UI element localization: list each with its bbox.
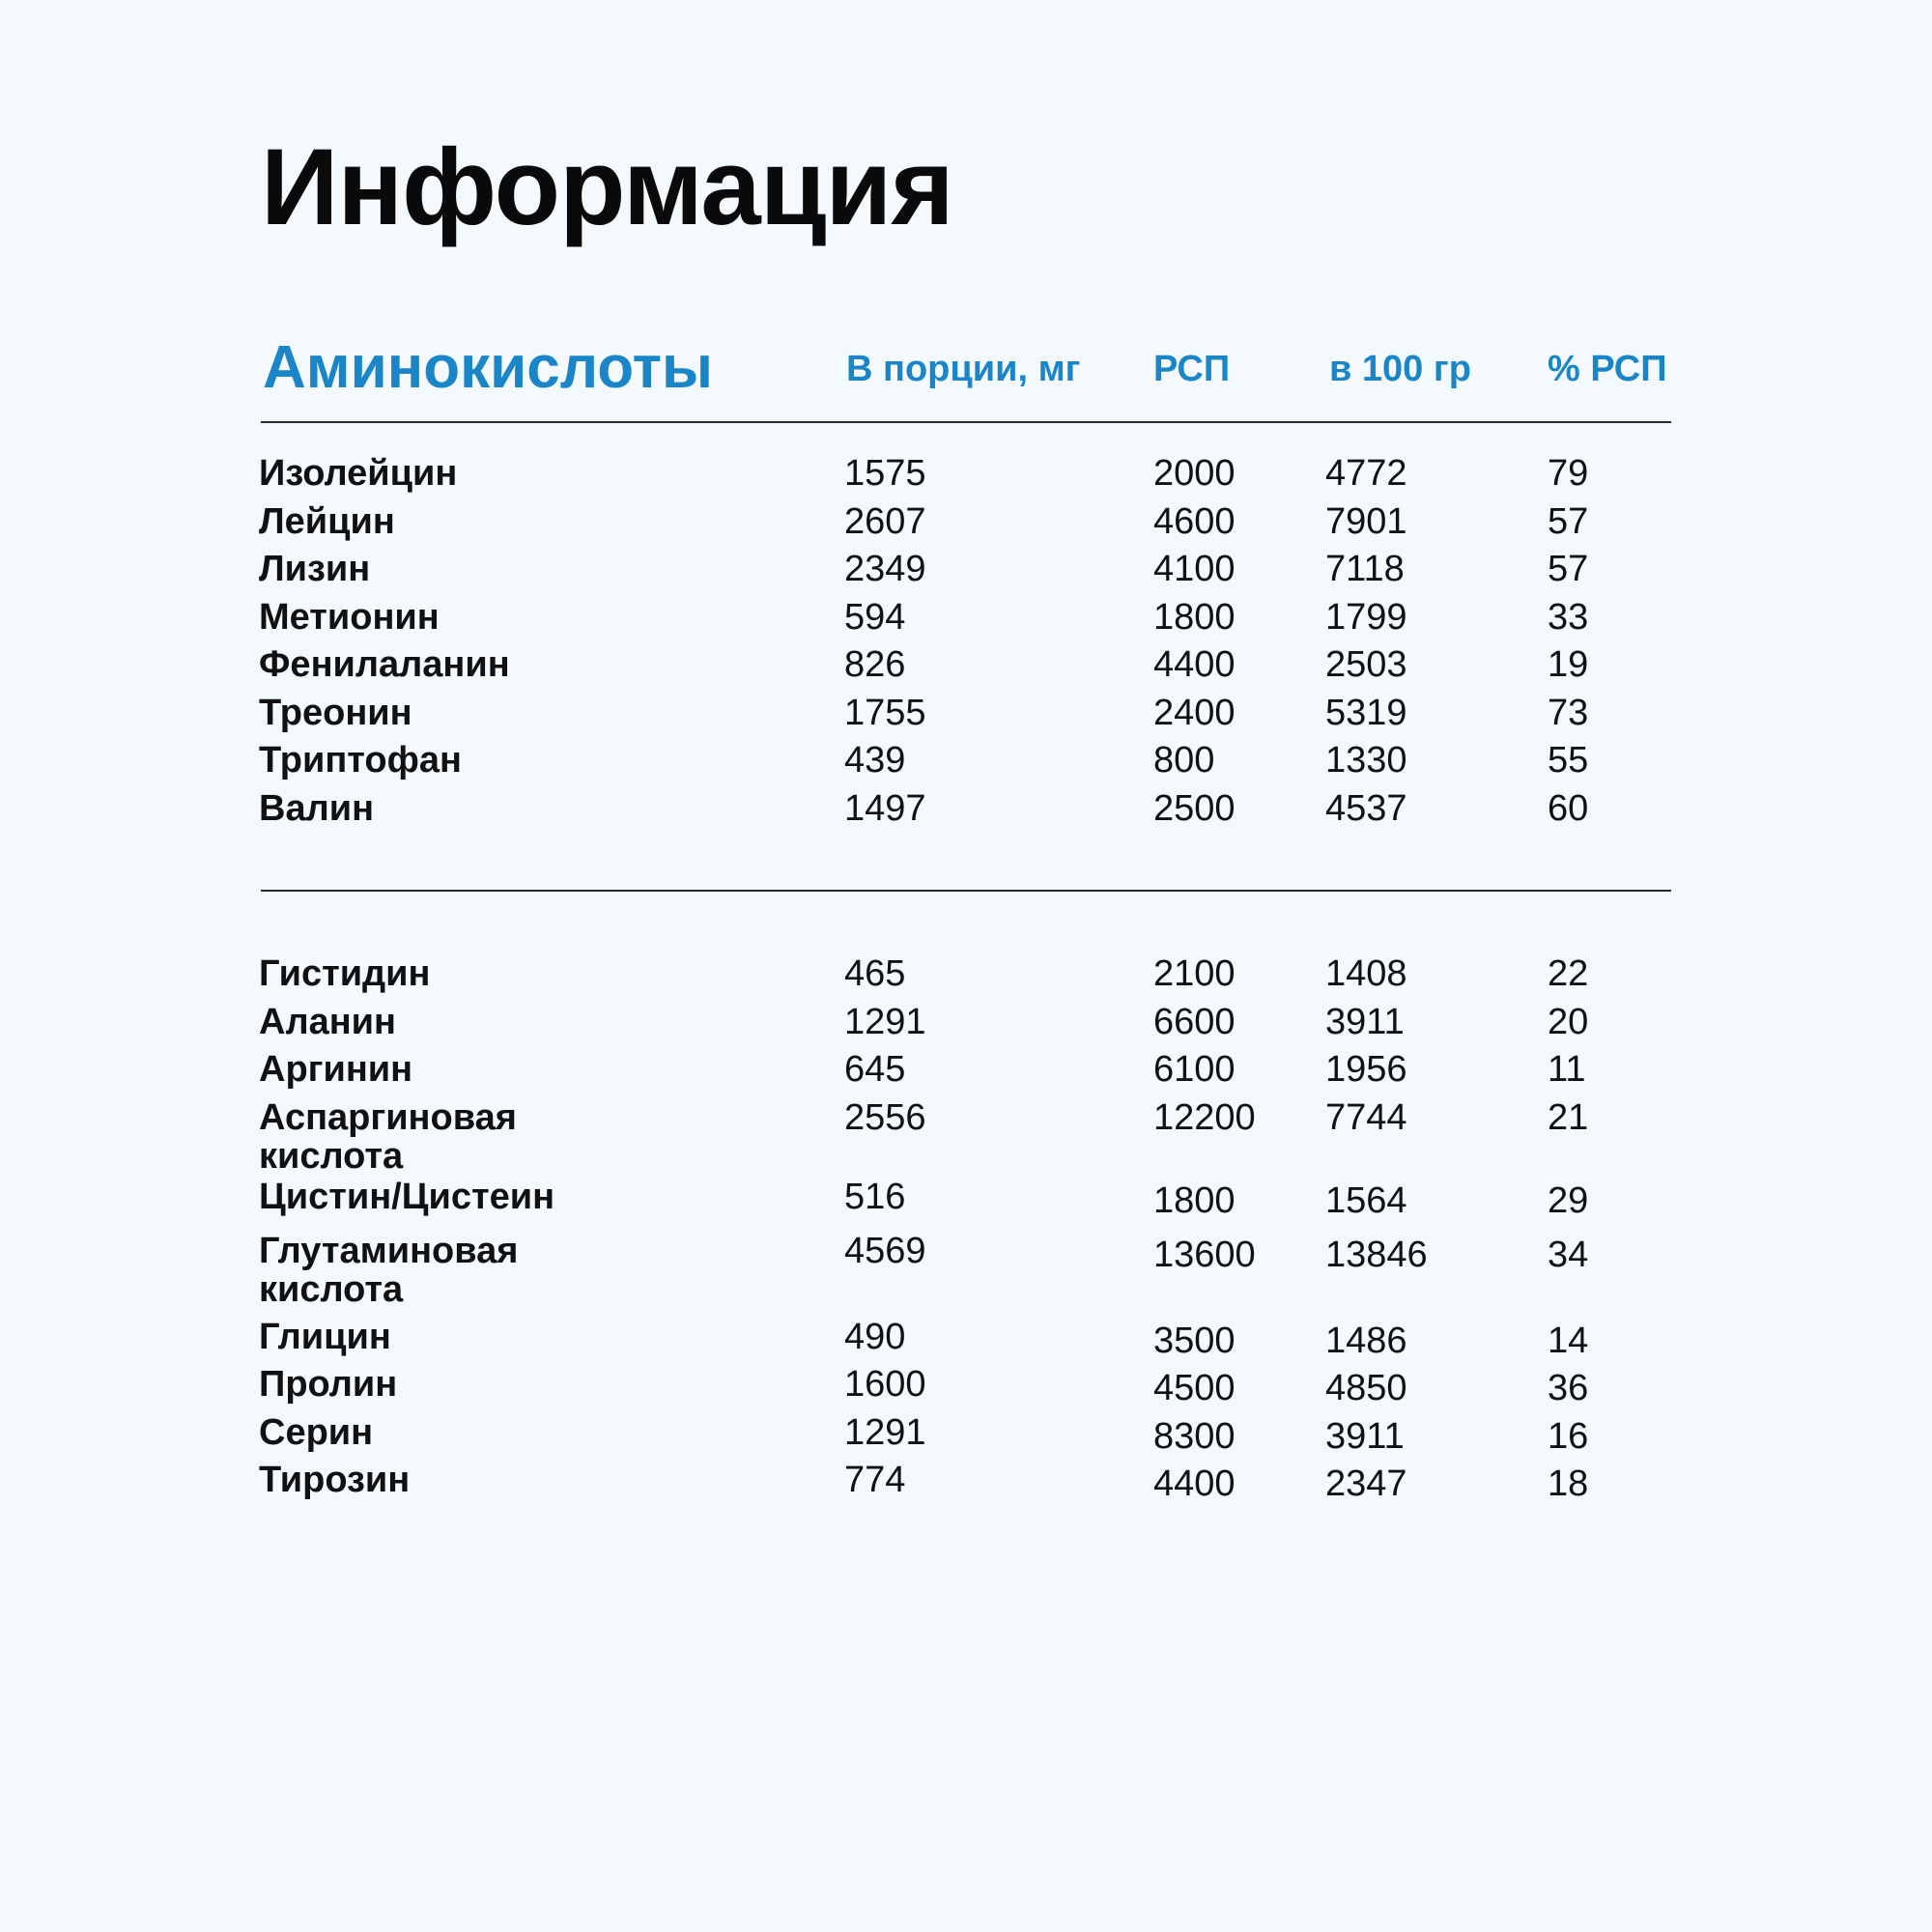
pct-value: 55 (1548, 740, 1589, 781)
divider-middle (261, 890, 1671, 892)
pct-value: 20 (1548, 1001, 1589, 1042)
table-row (259, 789, 1679, 838)
header-rsp-percent: % РСП (1548, 349, 1667, 389)
header-per-100g: в 100 гр (1329, 349, 1471, 389)
table-row (259, 1178, 1679, 1232)
per100-value: 13846 (1325, 1234, 1428, 1275)
portion-value: 439 (844, 740, 906, 781)
table-row (259, 1098, 1679, 1178)
rsp-value: 1800 (1153, 1179, 1236, 1221)
portion-value: 2556 (844, 1096, 926, 1138)
per100-value: 1330 (1325, 740, 1407, 781)
per100-value: 4772 (1325, 453, 1407, 494)
per100-value: 1486 (1325, 1320, 1407, 1361)
rsp-value: 2000 (1153, 453, 1236, 494)
portion-value: 1497 (844, 787, 926, 829)
rsp-value: 2100 (1153, 953, 1236, 994)
per100-value: 4850 (1325, 1368, 1407, 1408)
per100-value: 2503 (1325, 644, 1407, 685)
pct-value: 34 (1548, 1234, 1589, 1275)
per100-value: 7118 (1325, 549, 1405, 589)
rsp-value: 4400 (1153, 1463, 1236, 1504)
table-row (259, 1050, 1679, 1098)
portion-value: 645 (844, 1049, 906, 1090)
amino-name: Аргинин (259, 1049, 413, 1090)
amino-name: Глицин (259, 1316, 391, 1357)
per100-value: 3911 (1325, 1415, 1405, 1457)
portion-value: 2349 (844, 549, 926, 589)
header-portion: В порции, мг (846, 349, 1081, 389)
table-row (259, 1365, 1679, 1413)
portion-value: 2607 (844, 500, 926, 542)
pct-value: 57 (1548, 549, 1589, 589)
per100-value: 3911 (1325, 1001, 1405, 1042)
portion-value: 516 (844, 1176, 906, 1217)
pct-value: 14 (1548, 1320, 1589, 1361)
per100-value: 1408 (1325, 953, 1407, 994)
portion-value: 4569 (844, 1230, 926, 1271)
divider-top (261, 421, 1671, 423)
portion-value: 826 (844, 644, 906, 685)
table-header (261, 325, 1671, 402)
pct-value: 21 (1548, 1096, 1589, 1138)
amino-name: Серин (259, 1411, 374, 1453)
portion-value: 1575 (844, 453, 926, 494)
per100-value: 5319 (1325, 692, 1407, 733)
header-rsp: РСП (1153, 349, 1231, 389)
portion-value: 465 (844, 953, 906, 994)
amino-name: Валин (259, 787, 375, 829)
rsp-value: 3500 (1153, 1320, 1236, 1361)
amino-name: Аланин (259, 1001, 396, 1042)
pct-value: 57 (1548, 500, 1589, 542)
amino-name: Изолейцин (259, 453, 458, 494)
pct-value: 11 (1548, 1049, 1586, 1090)
rsp-value: 800 (1153, 740, 1215, 781)
portion-value: 1755 (844, 692, 926, 733)
table-row (259, 454, 1679, 502)
rsp-value: 2500 (1153, 787, 1236, 829)
per100-value: 1564 (1325, 1179, 1407, 1221)
amino-name: Тирозин (259, 1460, 411, 1500)
pct-value: 22 (1548, 953, 1589, 994)
amino-name: Цистин/Цистеин (259, 1176, 555, 1217)
pct-value: 33 (1548, 596, 1589, 638)
pct-value: 36 (1548, 1368, 1589, 1408)
amino-name: Глутаминовая кислота (259, 1230, 519, 1310)
portion-value: 594 (844, 596, 906, 638)
pct-value: 18 (1548, 1463, 1589, 1504)
table-row (259, 645, 1679, 694)
table-row (259, 741, 1679, 789)
table-row (259, 1003, 1679, 1051)
portion-value: 1600 (844, 1364, 926, 1405)
per100-value: 2347 (1325, 1463, 1407, 1504)
amino-name: Метионин (259, 596, 440, 638)
header-amino-acids: Аминокислоты (263, 334, 713, 401)
per100-value: 4537 (1325, 787, 1407, 829)
per100-value: 7744 (1325, 1096, 1407, 1138)
rsp-value: 4100 (1153, 549, 1236, 589)
portion-value: 490 (844, 1316, 906, 1357)
table-row (259, 954, 1679, 1003)
pct-value: 60 (1548, 787, 1589, 829)
rsp-value: 13600 (1153, 1234, 1256, 1275)
amino-name: Лизин (259, 549, 371, 589)
amino-name: Треонин (259, 692, 412, 733)
table-row (259, 1461, 1679, 1509)
portion-value: 1291 (844, 1411, 926, 1453)
per100-value: 7901 (1325, 500, 1407, 542)
rsp-value: 4500 (1153, 1368, 1236, 1408)
portion-value: 1291 (844, 1001, 926, 1042)
table-row (259, 598, 1679, 646)
portion-value: 774 (844, 1460, 906, 1500)
rsp-value: 4400 (1153, 644, 1236, 685)
rsp-value: 8300 (1153, 1415, 1236, 1457)
amino-name: Гистидин (259, 953, 431, 994)
essential-amino-table (259, 454, 1679, 837)
per100-value: 1956 (1325, 1049, 1407, 1090)
table-row (259, 1413, 1679, 1462)
pct-value: 79 (1548, 453, 1589, 494)
per100-value: 1799 (1325, 596, 1407, 638)
pct-value: 16 (1548, 1415, 1589, 1457)
table-row (259, 502, 1679, 551)
amino-name: Лейцин (259, 500, 395, 542)
table-row (259, 1318, 1679, 1366)
rsp-value: 4600 (1153, 500, 1236, 542)
rsp-value: 6600 (1153, 1001, 1236, 1042)
rsp-value: 12200 (1153, 1096, 1256, 1138)
table-row (259, 694, 1679, 742)
pct-value: 19 (1548, 644, 1589, 685)
page-title: Информация (261, 127, 953, 247)
table-row (259, 1232, 1679, 1318)
pct-value: 29 (1548, 1179, 1589, 1221)
table-row (259, 550, 1679, 598)
amino-name: Фенилаланин (259, 644, 510, 685)
rsp-value: 6100 (1153, 1049, 1236, 1090)
amino-name: Триптофан (259, 740, 462, 781)
other-amino-table (259, 954, 1679, 1509)
rsp-value: 1800 (1153, 596, 1236, 638)
amino-name: Аспаргиновая кислота (259, 1096, 517, 1177)
pct-value: 73 (1548, 692, 1589, 733)
amino-name: Пролин (259, 1364, 398, 1405)
rsp-value: 2400 (1153, 692, 1236, 733)
